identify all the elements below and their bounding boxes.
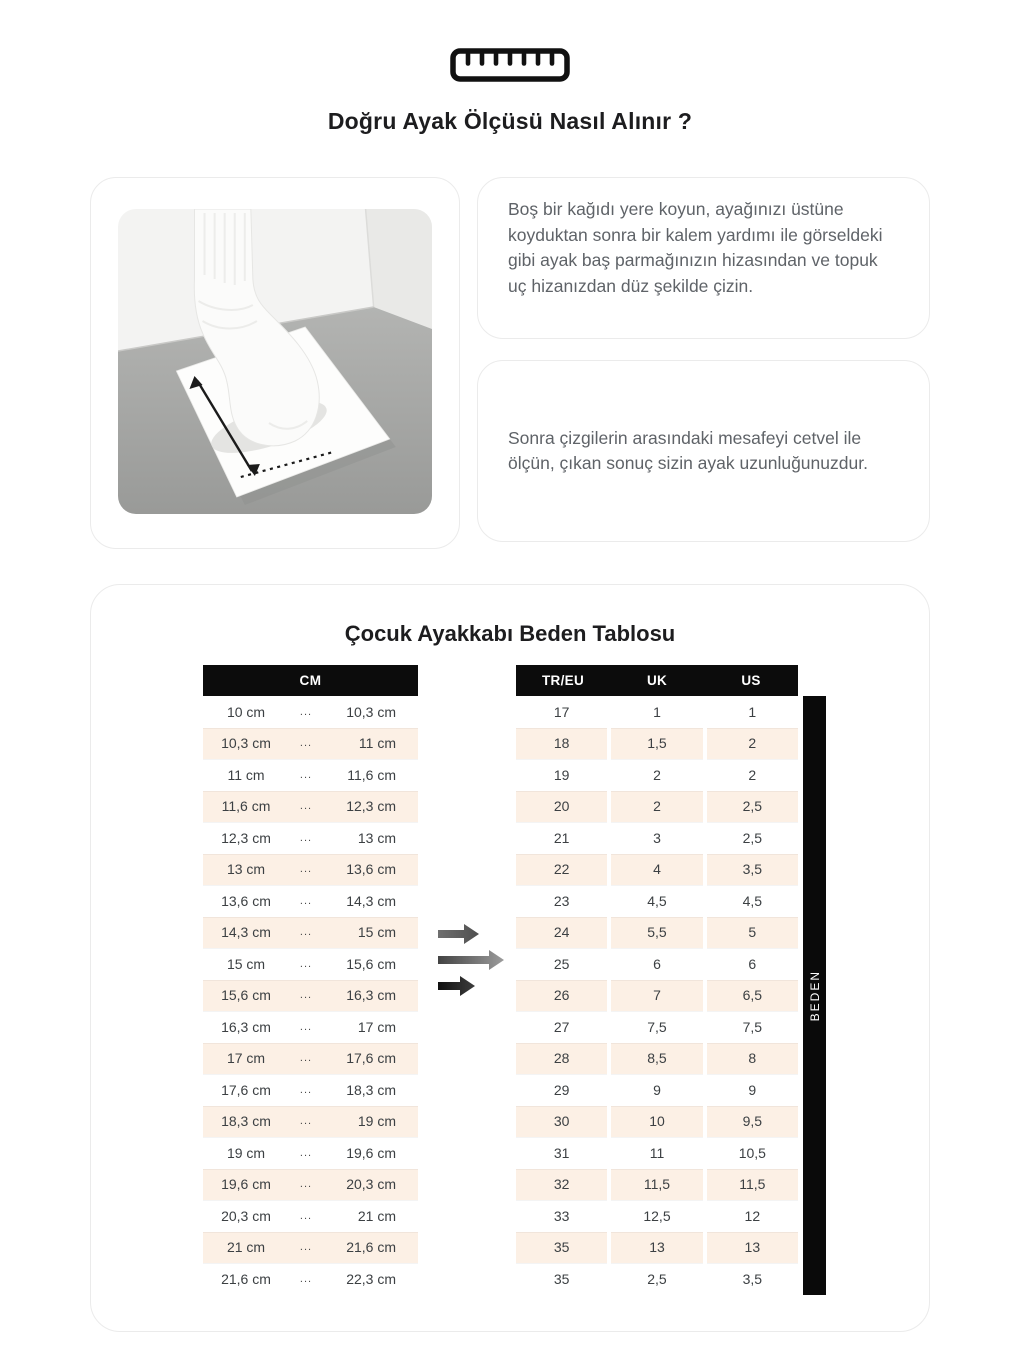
table-row: [203, 728, 418, 760]
cm-from-cell: 14,3 cm: [221, 924, 271, 941]
us-cell: 7,5: [707, 1011, 798, 1043]
cm-to-cell: 14,3 cm: [346, 892, 396, 909]
cm-to-cell: 15 cm: [357, 924, 396, 941]
range-separator: ...: [299, 1052, 313, 1065]
cm-from-cell: 10 cm: [226, 703, 266, 720]
tr-eu-cell: 35: [516, 1263, 607, 1295]
table-row: [203, 696, 418, 728]
us-cell: 1: [707, 696, 798, 728]
instruction-card-1: [477, 177, 930, 339]
tr-eu-cell: 35: [516, 1232, 607, 1264]
cm-from-cell: 21,6 cm: [221, 1270, 271, 1287]
range-separator: ...: [299, 989, 313, 1002]
table-row: [516, 1263, 798, 1295]
cm-to-cell: 21,6 cm: [346, 1239, 396, 1256]
uk-cell: 7: [611, 980, 702, 1012]
us-cell: 3,5: [707, 1263, 798, 1295]
table-row: [516, 791, 798, 823]
table-row: [203, 1137, 418, 1169]
instruction-cards: [477, 177, 930, 549]
us-cell: 5: [707, 917, 798, 949]
uk-cell: 12,5: [611, 1200, 702, 1232]
cm-to-cell: 20,3 cm: [346, 1176, 396, 1193]
table-row: [203, 1232, 418, 1264]
cm-from-cell: 11 cm: [227, 766, 265, 783]
cm-from-cell: 13,6 cm: [221, 892, 271, 909]
us-cell: 6: [707, 948, 798, 980]
table-row: [203, 759, 418, 791]
cm-to-cell: 13,6 cm: [346, 861, 396, 878]
arrow-gap: [418, 665, 516, 1295]
international-size-table: [516, 665, 798, 1295]
table-row: [516, 1074, 798, 1106]
table-row: [203, 948, 418, 980]
cm-to-cell: 19 cm: [357, 1113, 396, 1130]
cm-from-cell: 18,3 cm: [221, 1113, 271, 1130]
size-table: [203, 665, 929, 1295]
size-table-card: [90, 584, 930, 1332]
us-cell: 3,5: [707, 854, 798, 886]
cm-to-cell: 17,6 cm: [346, 1050, 396, 1067]
uk-cell: 5,5: [611, 917, 702, 949]
col-header-us: US: [741, 673, 761, 688]
table-row: [516, 854, 798, 886]
tr-eu-cell: 29: [516, 1074, 607, 1106]
range-separator: ...: [299, 1178, 313, 1191]
us-cell: 11,5: [707, 1169, 798, 1201]
cm-from-cell: 19,6 cm: [221, 1176, 271, 1193]
table-row: [203, 1043, 418, 1075]
cm-to-cell: 21 cm: [357, 1207, 396, 1224]
table-row: [203, 917, 418, 949]
table-row: [516, 917, 798, 949]
uk-cell: 1: [611, 696, 702, 728]
instruction-step-1: Boş bir kağıdı yere koyun, ayağınızı üstüne koyduktan sonra bir kalem yardımı ile görseldeki gibi ayak baş parmağınızın hizasından ve topuk uç hizanızdan düz şekilde çizin.: [508, 199, 883, 296]
uk-cell: 2,5: [611, 1263, 702, 1295]
cm-to-cell: 13 cm: [357, 829, 396, 846]
table-row: [516, 1232, 798, 1264]
cm-to-cell: 17 cm: [357, 1018, 396, 1035]
cm-from-cell: 20,3 cm: [221, 1207, 271, 1224]
size-table-title: Çocuk Ayakkabı Beden Tablosu: [344, 621, 676, 646]
uk-cell: 11: [611, 1137, 702, 1169]
cm-from-cell: 19 cm: [226, 1144, 266, 1161]
table-row: [203, 885, 418, 917]
us-cell: 2: [707, 728, 798, 760]
table-row: [203, 854, 418, 886]
us-cell: 2,5: [707, 791, 798, 823]
ruler-icon-row: [0, 0, 1020, 82]
size-table-body: [516, 696, 798, 1295]
us-cell: 13: [707, 1232, 798, 1264]
cm-from-cell: 17 cm: [226, 1050, 266, 1067]
table-row: [516, 1011, 798, 1043]
tr-eu-cell: 32: [516, 1169, 607, 1201]
table-row: [203, 791, 418, 823]
cm-from-cell: 13 cm: [226, 861, 266, 878]
us-cell: 10,5: [707, 1137, 798, 1169]
col-header-tr-eu: TR/EU: [542, 673, 584, 688]
table-row: [516, 728, 798, 760]
cm-from-cell: 21 cm: [226, 1239, 266, 1256]
cm-to-cell: 15,6 cm: [346, 955, 396, 972]
range-separator: ...: [299, 1272, 313, 1285]
page-title: Doğru Ayak Ölçüsü Nasıl Alınır ?: [327, 108, 693, 134]
col-header-uk: UK: [646, 673, 668, 688]
table-row: [516, 759, 798, 791]
tr-eu-cell: 23: [516, 885, 607, 917]
uk-cell: 3: [611, 822, 702, 854]
range-separator: ...: [299, 737, 313, 750]
cm-range-table: [203, 665, 418, 1295]
range-separator: ...: [299, 1115, 313, 1128]
table-row: [516, 1200, 798, 1232]
table-row: [516, 696, 798, 728]
table-row: [516, 885, 798, 917]
table-row: [203, 1011, 418, 1043]
cm-from-cell: 12,3 cm: [221, 829, 271, 846]
table-row: [203, 1200, 418, 1232]
cm-from-cell: 11,6 cm: [221, 798, 271, 815]
uk-cell: 2: [611, 791, 702, 823]
us-cell: 9,5: [707, 1106, 798, 1138]
bottom-spacer: [0, 1332, 1020, 1354]
table-row: [203, 1074, 418, 1106]
foot-measurement-photo-card: [90, 177, 460, 549]
cm-to-cell: 19,6 cm: [346, 1144, 396, 1161]
tr-eu-cell: 18: [516, 728, 607, 760]
uk-cell: 10: [611, 1106, 702, 1138]
uk-cell: 9: [611, 1074, 702, 1106]
range-separator: ...: [299, 705, 313, 718]
range-separator: ...: [299, 1083, 313, 1096]
cm-to-cell: 10,3 cm: [346, 703, 396, 720]
table-row: [516, 1137, 798, 1169]
tr-eu-cell: 24: [516, 917, 607, 949]
range-separator: ...: [299, 1209, 313, 1222]
table-row: [203, 1106, 418, 1138]
transfer-arrows-icon: [436, 920, 508, 1000]
cm-to-cell: 11 cm: [358, 735, 396, 752]
uk-cell: 2: [611, 759, 702, 791]
tr-eu-cell: 27: [516, 1011, 607, 1043]
range-separator: ...: [299, 831, 313, 844]
us-cell: 2: [707, 759, 798, 791]
range-separator: ...: [299, 894, 313, 907]
us-cell: 6,5: [707, 980, 798, 1012]
table-row: [203, 1169, 418, 1201]
cm-to-cell: 22,3 cm: [346, 1270, 396, 1287]
uk-cell: 1,5: [611, 728, 702, 760]
table-row: [203, 1263, 418, 1295]
uk-cell: 13: [611, 1232, 702, 1264]
ruler-icon: [450, 48, 570, 82]
table-row: [516, 1106, 798, 1138]
cm-from-cell: 16,3 cm: [221, 1018, 271, 1035]
tr-eu-cell: 17: [516, 696, 607, 728]
size-table-header-row: [516, 665, 798, 696]
range-separator: ...: [299, 926, 313, 939]
cm-to-cell: 12,3 cm: [346, 798, 396, 815]
range-separator: ...: [299, 1146, 313, 1159]
instructions-section: [90, 177, 930, 549]
table-row: [516, 1169, 798, 1201]
tr-eu-cell: 20: [516, 791, 607, 823]
table-row: [516, 822, 798, 854]
uk-cell: 7,5: [611, 1011, 702, 1043]
tr-eu-cell: 33: [516, 1200, 607, 1232]
cm-from-cell: 15 cm: [226, 955, 266, 972]
us-cell: 8: [707, 1043, 798, 1075]
cm-to-cell: 11,6 cm: [347, 766, 396, 783]
range-separator: ...: [299, 768, 313, 781]
cm-column-header: CM: [203, 665, 418, 696]
cm-table-body: [203, 696, 418, 1295]
cm-to-cell: 16,3 cm: [346, 987, 396, 1004]
table-row: [203, 822, 418, 854]
range-separator: ...: [299, 1241, 313, 1254]
uk-cell: 4,5: [611, 885, 702, 917]
range-separator: ...: [299, 800, 313, 813]
beden-side-label: BEDEN: [807, 969, 822, 1022]
tr-eu-cell: 31: [516, 1137, 607, 1169]
us-cell: 2,5: [707, 822, 798, 854]
instruction-step-2: Sonra çizgilerin arasındaki mesafeyi cetvel ile ölçün, çıkan sonuç sizin ayak uzunluğunuzdur.: [508, 427, 868, 473]
table-row: [203, 980, 418, 1012]
tr-eu-cell: 30: [516, 1106, 607, 1138]
cm-from-cell: 10,3 cm: [221, 735, 271, 752]
tr-eu-cell: 21: [516, 822, 607, 854]
tr-eu-cell: 25: [516, 948, 607, 980]
instruction-card-2: [477, 360, 930, 542]
tr-eu-cell: 22: [516, 854, 607, 886]
table-row: [516, 980, 798, 1012]
us-cell: 12: [707, 1200, 798, 1232]
table-row: [516, 1043, 798, 1075]
cm-to-cell: 18,3 cm: [346, 1081, 396, 1098]
table-row: [516, 948, 798, 980]
tr-eu-cell: 28: [516, 1043, 607, 1075]
us-cell: 9: [707, 1074, 798, 1106]
us-cell: 4,5: [707, 885, 798, 917]
cm-from-cell: 15,6 cm: [221, 987, 271, 1004]
range-separator: ...: [299, 863, 313, 876]
range-separator: ...: [299, 1020, 313, 1033]
cm-from-cell: 17,6 cm: [221, 1081, 271, 1098]
uk-cell: 6: [611, 948, 702, 980]
tr-eu-cell: 26: [516, 980, 607, 1012]
uk-cell: 11,5: [611, 1169, 702, 1201]
beden-side-bar: [803, 696, 826, 1295]
uk-cell: 8,5: [611, 1043, 702, 1075]
uk-cell: 4: [611, 854, 702, 886]
range-separator: ...: [299, 957, 313, 970]
foot-measurement-photo: [118, 209, 432, 514]
tr-eu-cell: 19: [516, 759, 607, 791]
